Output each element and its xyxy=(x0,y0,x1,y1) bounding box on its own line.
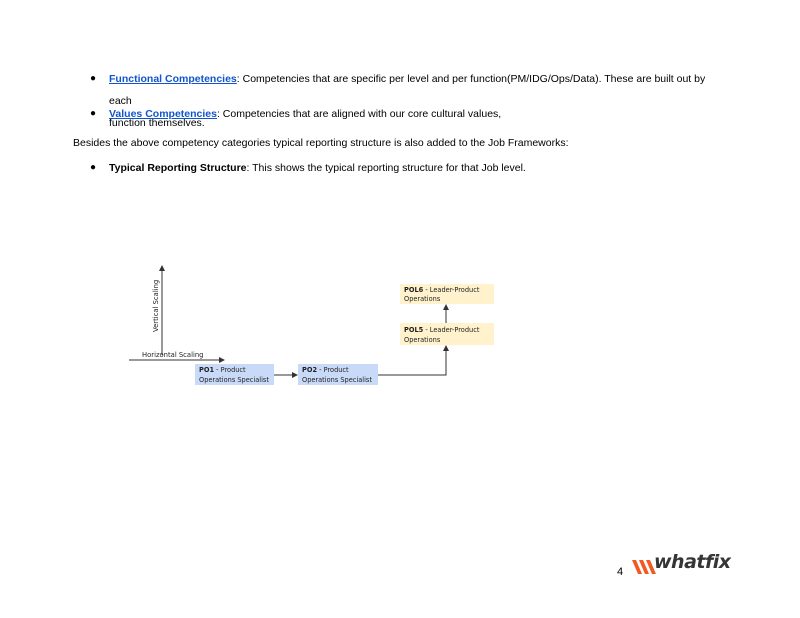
whatfix-logo xyxy=(630,550,730,580)
po2-title-line2: Operations Specialist xyxy=(302,376,372,384)
po1-box xyxy=(195,364,274,385)
page-number: 4 xyxy=(617,566,624,578)
pol6-code: POL6 xyxy=(404,286,424,294)
po1-title-line2: Operations Specialist xyxy=(199,376,269,384)
po1-title-line1: - Product xyxy=(214,366,246,374)
pol5-title-line2: Operations xyxy=(404,336,441,344)
pol6-title-line2: Operations xyxy=(404,295,441,303)
pol6-box xyxy=(400,284,494,304)
functional-competencies-text: : Competencies that are specific per level and per function(PM/IDG/Ops/Data). These are built out by each xyxy=(109,73,706,107)
pol5-title-line1: - Leader-Product xyxy=(423,326,480,334)
pol5-code: POL5 xyxy=(404,326,424,334)
po2-title-line1: - Product xyxy=(317,366,349,374)
vertical-axis-label: Vertical Scaling xyxy=(152,279,160,332)
bullet-marker: ● xyxy=(90,108,97,119)
whatfix-logo-text: whatfix xyxy=(654,551,731,573)
svg-text:POL5 - Leader-Product xyxy=(404,326,480,334)
reporting-structure-paragraph: Besides the above competency categories typical reporting structure is also added to the Job Frameworks: xyxy=(73,137,569,149)
po1-code: PO1 xyxy=(199,366,215,374)
functional-competencies-text-cont: function themselves. xyxy=(109,117,205,129)
svg-text:PO2 - Product xyxy=(302,366,349,374)
typical-reporting-structure-text: : This shows the typical reporting structure for that Job level. xyxy=(246,162,526,174)
svg-text:PO1 - Product xyxy=(199,366,246,374)
functional-competencies-link[interactable]: Functional Competencies xyxy=(109,73,237,85)
horizontal-axis-label: Horizontal Scaling xyxy=(142,351,204,359)
pol6-title-line1: - Leader-Product xyxy=(423,286,480,294)
values-competencies-text: : Competencies that are aligned with our core cultural values, xyxy=(216,108,502,120)
pol5-box xyxy=(400,323,494,345)
po2-box xyxy=(298,364,378,385)
bullet-marker: ● xyxy=(90,73,97,84)
values-competencies-link[interactable]: Values Competencies xyxy=(109,108,217,120)
po2-code: PO2 xyxy=(302,366,318,374)
svg-text:POL6 - Leader-Product xyxy=(404,286,480,294)
po2-to-pol5-connector xyxy=(378,346,446,375)
typical-reporting-structure-term: Typical Reporting Structure xyxy=(109,162,247,174)
bullet-marker: ● xyxy=(90,162,97,173)
